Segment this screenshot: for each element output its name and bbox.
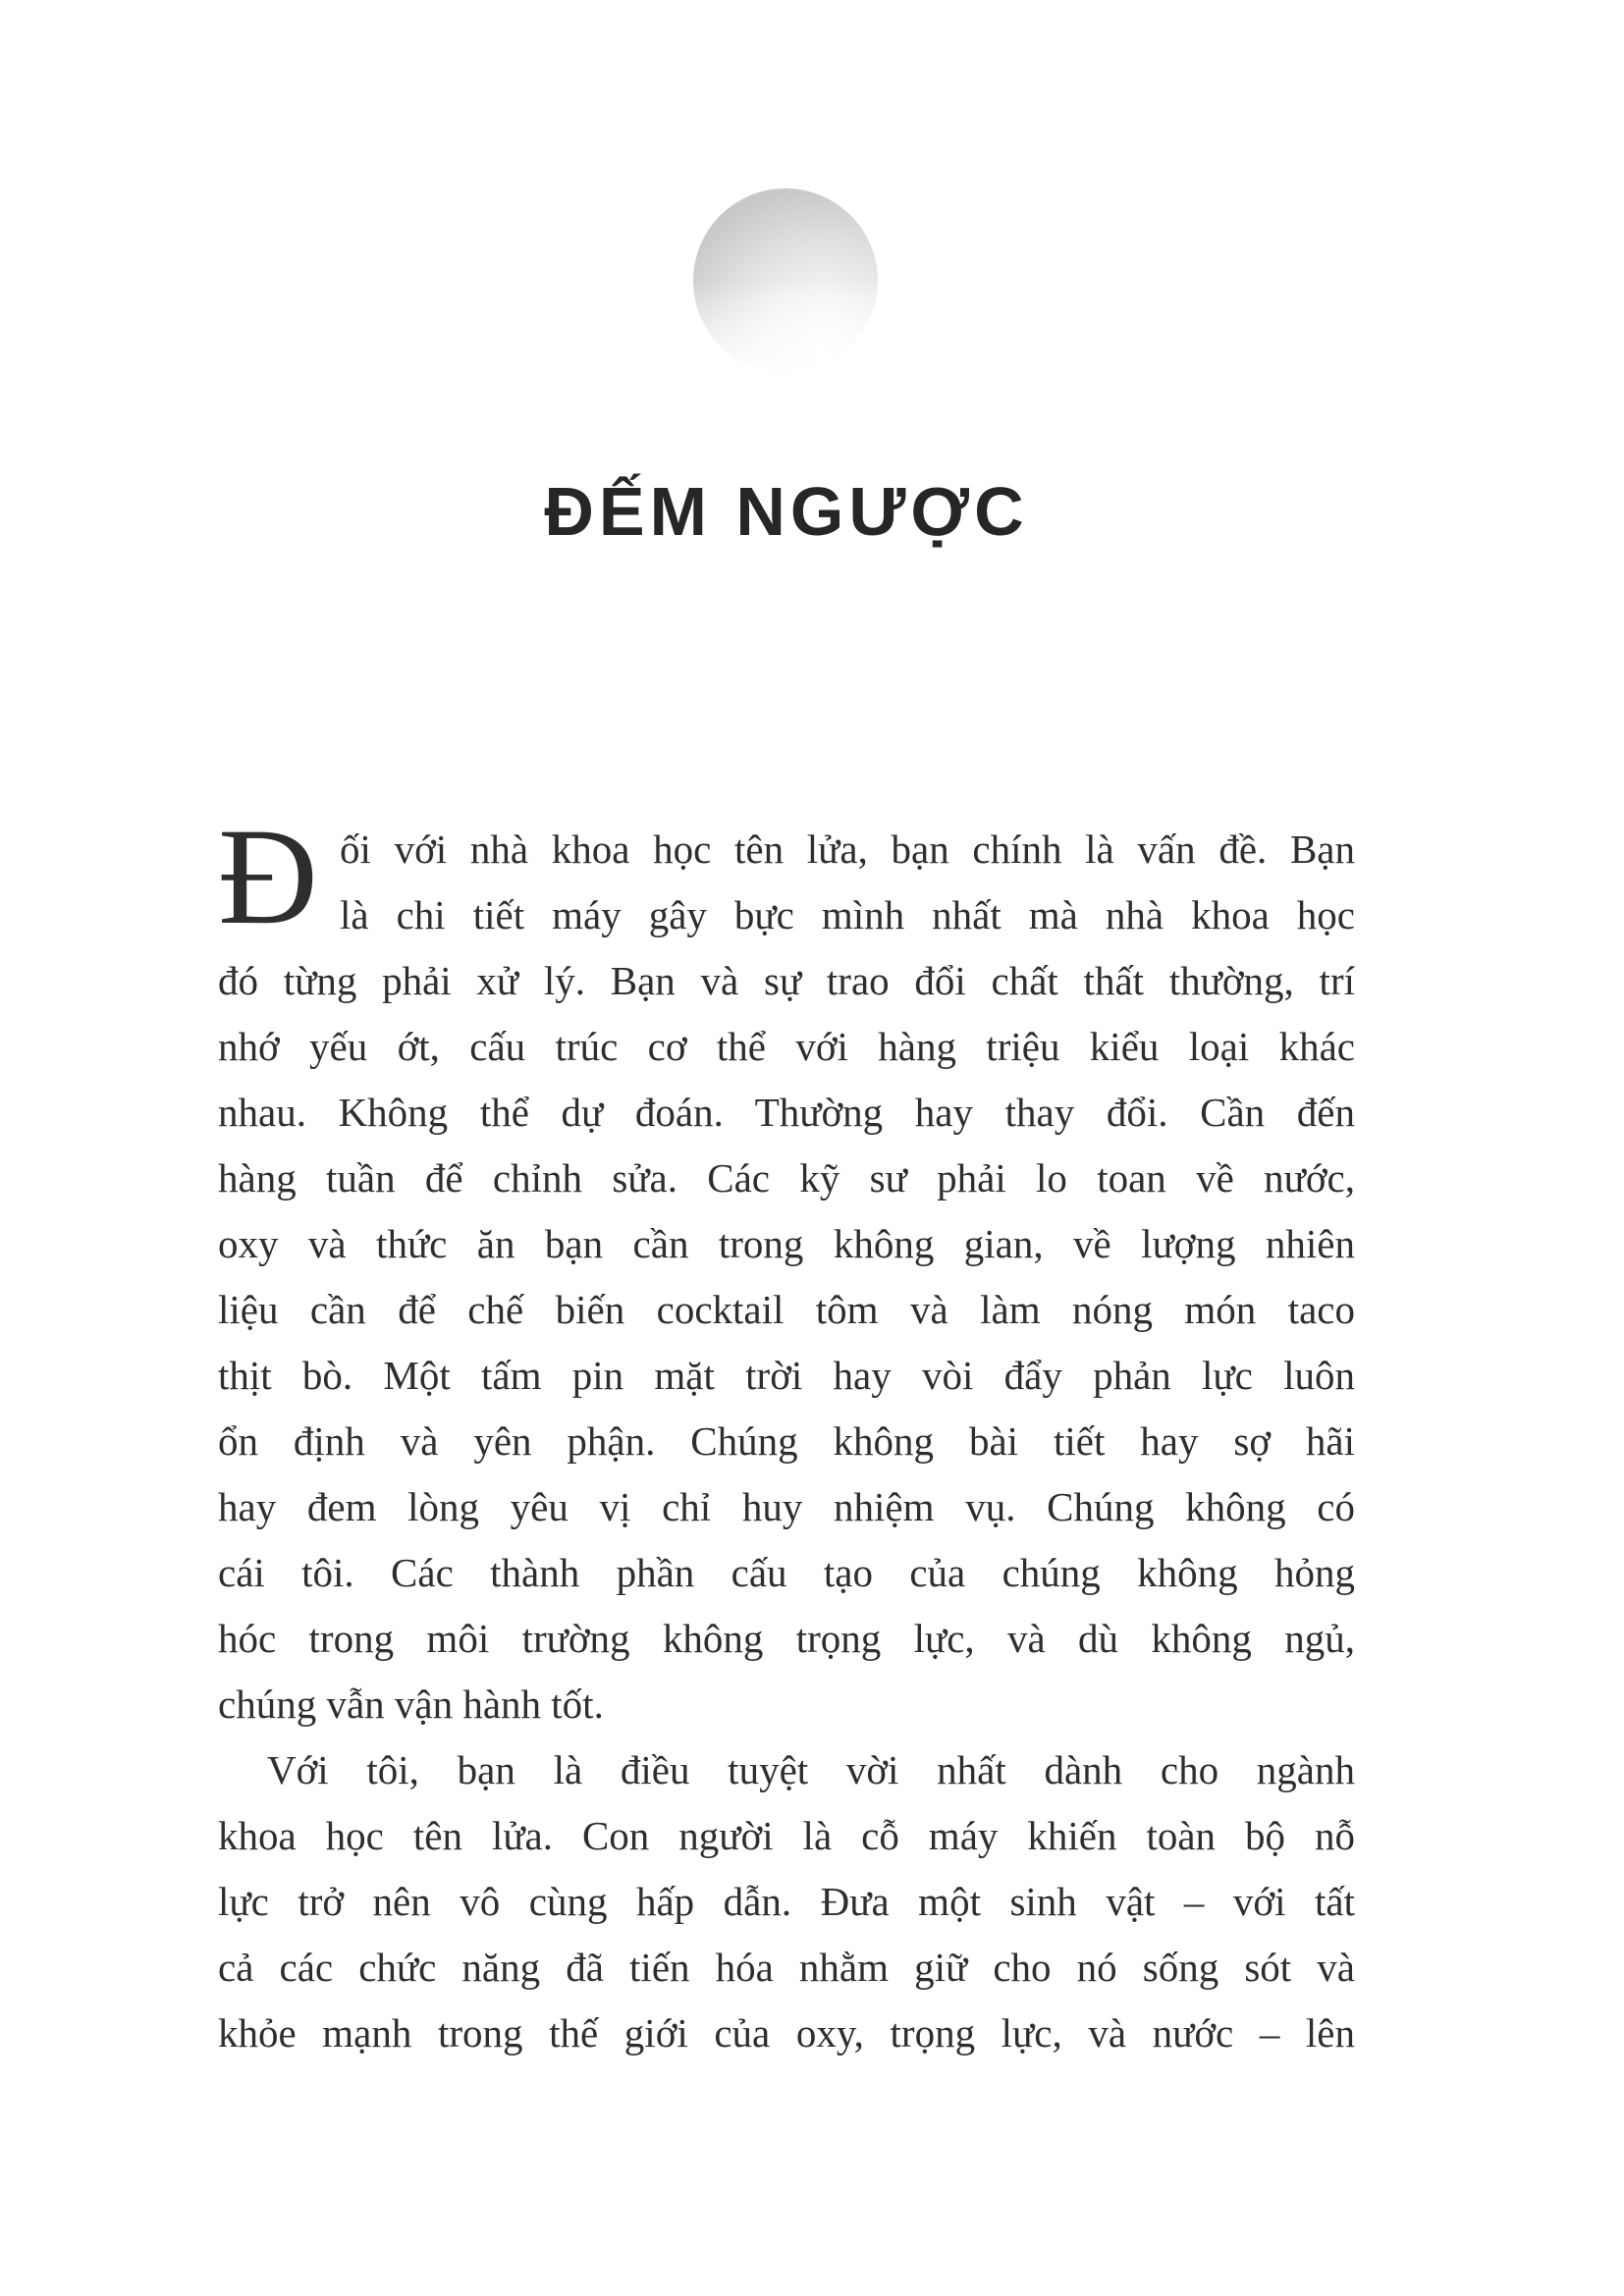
- body-text: [218, 800, 1355, 2066]
- text-line: ối với nhà khoa học tên lửa, bạn chính là vấn đề. Bạn: [340, 827, 1355, 872]
- text-line: thịt bò. Một tấm pin mặt trời hay vòi đẩy phản lực luôn: [218, 1353, 1355, 1398]
- text-line: ổn định và yên phận. Chúng không bài tiết hay sợ hãi: [218, 1418, 1355, 1464]
- text-line: hay đem lòng yêu vị chỉ huy nhiệm vụ. Chúng không có: [218, 1484, 1355, 1529]
- text-line: Với tôi, bạn là điều tuyệt vời nhất dành cho ngành: [267, 1747, 1355, 1792]
- text-line: nhau. Không thể dự đoán. Thường hay thay đổi. Cần đến: [218, 1090, 1355, 1135]
- text-line: khoa học tên lửa. Con người là cỗ máy khiến toàn bộ nỗ: [218, 1813, 1355, 1858]
- text-line: lực trở nên vô cùng hấp dẫn. Đưa một sinh vật – với tất: [218, 1879, 1355, 1924]
- text-line: liệu cần để chế biến cocktail tôm và làm nóng món taco: [218, 1287, 1355, 1332]
- text-line: oxy và thức ăn bạn cần trong không gian, về lượng nhiên: [218, 1221, 1355, 1266]
- drop-cap: Đ: [218, 800, 318, 953]
- chapter-title: ĐẾM NGƯỢC: [544, 472, 1029, 550]
- text-line: cả các chức năng đã tiến hóa nhằm giữ cho nó sống sót và: [218, 1945, 1355, 1990]
- text-line: hàng tuần để chỉnh sửa. Các kỹ sư phải lo toan về nước,: [218, 1155, 1355, 1201]
- text-line: hóc trong môi trường không trọng lực, và dù không ngủ,: [218, 1616, 1355, 1661]
- text-line: cái tôi. Các thành phần cấu tạo của chúng không hỏng: [218, 1550, 1355, 1595]
- text-line: là chi tiết máy gây bực mình nhất mà nhà khoa học: [340, 892, 1355, 937]
- text-line: nhớ yếu ớt, cấu trúc cơ thể với hàng triệu kiểu loại khác: [218, 1024, 1355, 1069]
- text-line: đó từng phải xử lý. Bạn và sự trao đổi chất thất thường, trí: [218, 958, 1355, 1003]
- text-line: khỏe mạnh trong thế giới của oxy, trọng lực, và nước – lên: [218, 2010, 1355, 2056]
- text-line: chúng vẫn vận hành tốt.: [218, 1682, 604, 1727]
- gradient-sphere-graphic: [693, 188, 878, 373]
